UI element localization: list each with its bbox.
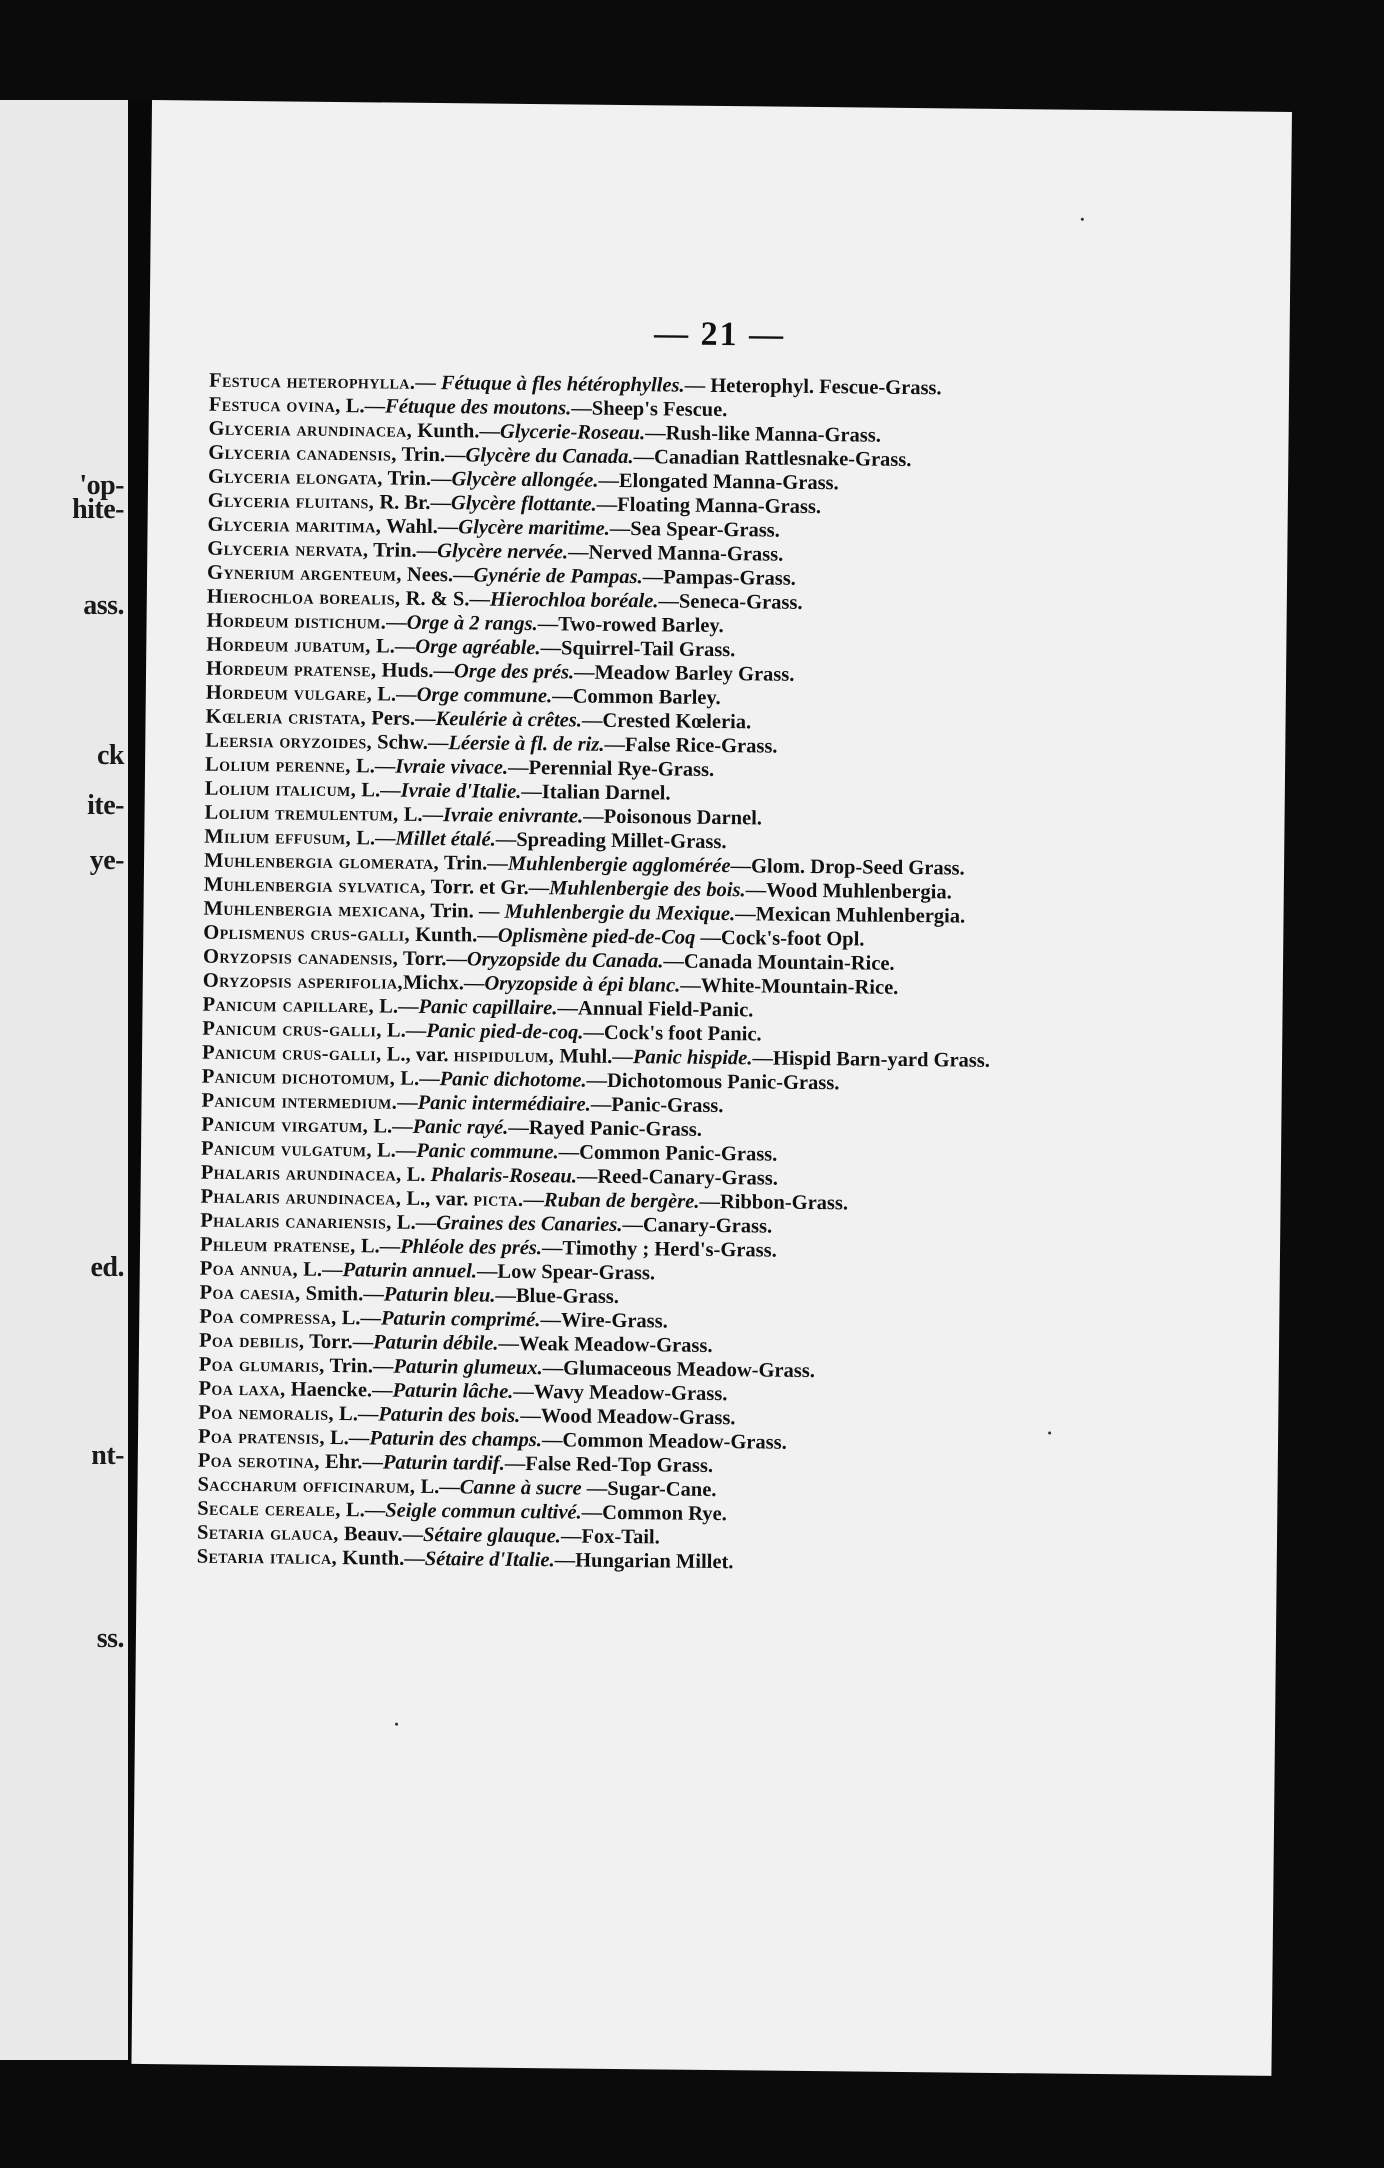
scientific-name: Poa pratensis, [197, 1425, 326, 1449]
english-name: —Canadian Rattlesnake-Grass. [633, 446, 912, 472]
scientific-name: Panicum crus-galli, [201, 1041, 382, 1066]
author-citation: Smith.— [300, 1282, 384, 1306]
scientific-name: Poa caesia, [199, 1281, 301, 1305]
author-citation: Beauv.— [338, 1523, 424, 1546]
french-name: Glycerie-Roseau. [499, 420, 646, 445]
scientific-name: Hordeum vulgare, [205, 681, 373, 706]
english-name: —Sugar-Cane. [581, 1477, 717, 1502]
scientific-name: Panicum crus-galli, [202, 1017, 382, 1042]
author-citation: Kunth.— [409, 923, 498, 947]
scientific-name: Muhlenbergia sylvatica, [203, 873, 427, 898]
french-name: Paturin des bois. [378, 1403, 521, 1427]
scientific-name: Panicum capillare, [202, 993, 375, 1018]
scientific-name: Festuca ovina, [208, 393, 341, 418]
english-name: —Wood Muhlenbergia. [745, 879, 952, 904]
english-name: —Seneca-Grass. [658, 590, 803, 614]
author-citation: — [397, 1091, 418, 1114]
author-citation: Torr.— [398, 947, 468, 971]
author-citation: Pers.— [366, 707, 436, 731]
english-name: —Common Rye. [581, 1501, 727, 1526]
author-citation: Kunth.— [337, 1547, 425, 1570]
french-name: Ruban de bergère. [543, 1189, 700, 1213]
scientific-name: Phleum pratense, [199, 1233, 356, 1258]
author-citation: L. [401, 1163, 431, 1187]
french-name: Phléole des prés. [400, 1235, 543, 1260]
french-name: Orge à 2 rangs. [406, 611, 538, 636]
french-name: Paturin tardif. [382, 1451, 505, 1475]
scientific-name: Leersia oryzoides, [205, 729, 373, 754]
scientific-name: Phalaris arundinacea, [200, 1161, 402, 1186]
english-name: —Low Spear-Grass. [476, 1260, 656, 1285]
french-name: Oryzopside à épi blanc. [484, 972, 681, 997]
variety-name: picta. [473, 1188, 524, 1211]
author-citation: L.— [372, 683, 417, 706]
english-name: —Canary-Grass. [622, 1214, 773, 1238]
author-citation: L., var. [381, 1043, 454, 1067]
english-name: —Squirrel-Tail Grass. [540, 637, 736, 662]
french-name: Panic hispide. [632, 1046, 753, 1070]
author-citation: Nees.— [401, 563, 474, 587]
english-name: —Sheep's Fescue. [571, 397, 728, 422]
english-name: —Glumaceous Meadow-Grass. [542, 1357, 816, 1383]
french-name: Hierochloa boréale. [489, 588, 659, 613]
author-citation: Haencke.— [285, 1378, 393, 1402]
scientific-name: Panicum dichotomum, [201, 1065, 396, 1090]
author-citation: Michx.— [402, 971, 485, 995]
author-citation: L.— [340, 395, 386, 418]
french-name: Graines des Canaries. [436, 1212, 623, 1237]
scientific-name: Oryzopsis canadensis, [202, 945, 399, 970]
ink-speck [395, 1723, 398, 1726]
english-name: —Spreading Millet-Grass. [495, 828, 727, 854]
english-name: —Meadow Barley Grass. [573, 661, 795, 686]
english-name: —Ribbon-Grass. [699, 1190, 849, 1215]
facing-page-fragment: ss. [96, 1623, 124, 1654]
scientific-name: Phalaris arundinacea, [200, 1185, 402, 1210]
facing-page-fragment: ck [97, 740, 124, 771]
author-citation: Schw.— [371, 731, 449, 755]
english-name: —False Rice-Grass. [604, 733, 778, 758]
scientific-name: Glyceria fluitans, [207, 489, 375, 514]
english-name: —Pampas-Grass. [642, 566, 796, 590]
french-name: Ivraie d'Italie. [400, 779, 522, 803]
author-citation: Torr. et Gr.— [425, 875, 550, 900]
french-name: Paturin bleu. [383, 1283, 496, 1307]
scientific-name: Oplismenus crus-galli, [203, 921, 411, 946]
french-name: Millet étalé. [395, 827, 496, 851]
french-name: Muhlenbergie agglomérée [507, 852, 731, 878]
scientific-name: Panicum virgatum, [201, 1113, 369, 1138]
author-citation: L.— [395, 1067, 440, 1091]
author-citation: Trin.— [324, 1354, 394, 1378]
french-name: Panic rayé. [412, 1115, 509, 1139]
author-citation: L.— [336, 1307, 382, 1330]
scientific-name: Muhlenbergia mexicana, [203, 897, 426, 922]
scientific-name: Poa glumaris, [198, 1353, 325, 1377]
french-name: Muhlenbergie du Mexique. [504, 900, 736, 926]
french-name: Paturin comprimé. [380, 1307, 541, 1332]
scientific-name: Poa compressa, [199, 1305, 337, 1330]
english-name: —Nerved Manna-Grass. [567, 541, 784, 566]
scientific-name: Milium effusum, [204, 825, 352, 850]
french-name: Canne à sucre [459, 1476, 582, 1500]
author-citation: R. Br.— [374, 491, 452, 515]
author-citation: Ehr.— [319, 1450, 384, 1474]
scientific-name: Hordeum distichum. [206, 609, 387, 634]
english-name: —Italian Darnel. [521, 780, 671, 805]
author-citation: Kunth.— [412, 419, 501, 443]
french-name: Glycère nervée. [437, 540, 569, 564]
scientific-name: Muhlenbergia glomerata, [203, 849, 440, 875]
scientific-name: Glyceria canadensis, [208, 441, 397, 466]
english-name: —Dichotomous Panic-Grass. [586, 1069, 840, 1095]
author-citation: L.— [356, 779, 401, 802]
english-name: —Canada Mountain-Rice. [663, 950, 895, 975]
facing-page-fragment: nt- [91, 1440, 124, 1471]
author-citation: L.— [373, 995, 419, 1018]
author-citation: L.— [340, 1499, 386, 1522]
page-number: — 21 — [653, 315, 786, 354]
scientific-name: Poa debilis, [198, 1329, 305, 1353]
english-name: —Panic-Grass. [590, 1093, 724, 1118]
scientific-name: Poa annua, [199, 1257, 299, 1281]
scientific-name: Setaria italica, [196, 1545, 338, 1570]
author-citation: L.— [324, 1426, 370, 1450]
scientific-name: Hierochloa borealis, [206, 585, 401, 610]
author-citation: L.— [350, 755, 396, 778]
french-name: Oryzopside du Canada. [466, 948, 664, 973]
english-name: —Rayed Panic-Grass. [508, 1116, 703, 1141]
english-name: —Hungarian Millet. [554, 1549, 734, 1574]
english-name: —Common Barley. [552, 685, 721, 710]
scientific-name: Phalaris canariensis, [200, 1209, 392, 1234]
variety-name: hispidulum, [453, 1044, 555, 1068]
french-name: Glycère flottante. [450, 492, 597, 516]
french-name: Orge des prés. [453, 660, 575, 684]
french-name: Panic commune. [416, 1139, 559, 1164]
french-name: Seigle commun cultivé. [385, 1499, 582, 1524]
scientific-name: Gynerium argenteum, [206, 561, 402, 586]
english-name: —Wire-Grass. [540, 1309, 668, 1333]
author-citation: L.— [391, 1211, 437, 1235]
french-name: Orge agréable. [415, 635, 541, 660]
english-name: —Cock's foot Panic. [583, 1021, 762, 1046]
grass-species-list [197, 369, 1090, 1578]
author-citation: R. & S.— [400, 587, 491, 611]
french-name: Ivraie vivace. [395, 755, 509, 779]
english-name: —Wood Meadow-Grass. [520, 1404, 736, 1430]
english-name: —Weak Meadow-Grass. [498, 1332, 713, 1357]
french-name: Léersie à fl. de riz. [448, 732, 605, 756]
author-citation: — [523, 1188, 545, 1212]
english-name: —Two-rowed Barley. [537, 613, 724, 638]
scientific-name: Oryzopsis asperifolia, [202, 969, 404, 994]
french-name: Muhlenbergie des bois. [549, 877, 746, 902]
author-citation: L.— [398, 803, 444, 827]
french-name: Glycère maritime. [458, 516, 610, 540]
french-name: Paturin débile. [373, 1331, 499, 1355]
french-name: Panic capillaire. [418, 995, 558, 1020]
english-name: —Reed-Canary-Grass. [576, 1165, 779, 1190]
scientific-name: Saccharum officinarum, [197, 1473, 416, 1498]
facing-page-fragment: ass. [83, 590, 124, 621]
author-citation: Trin.— [396, 443, 466, 467]
english-name: —Hispid Barn-yard Grass. [752, 1047, 991, 1072]
english-name: —Common Panic-Grass. [558, 1141, 778, 1166]
scientific-name: Setaria glauca, [196, 1521, 339, 1546]
author-citation: L.— [371, 1139, 417, 1162]
english-name: —Mexican Muhlenbergia. [735, 903, 966, 928]
french-name: Paturin glumeux. [393, 1355, 543, 1380]
english-name: —False Red-Top Grass. [504, 1452, 714, 1477]
facing-page-fragment: hite- [72, 494, 124, 525]
french-name: Keulérie à crêtes. [435, 708, 583, 732]
author-citation: L.— [381, 1019, 427, 1042]
scientific-name: Poa nemoralis, [198, 1401, 335, 1426]
scientific-name: Kœleria cristata, [205, 705, 367, 730]
scientific-name: Hordeum jubatum, [206, 633, 371, 658]
facing-page-fragment: ye- [89, 845, 124, 876]
scientific-name: Glyceria elongata, [207, 465, 383, 490]
author-citation: L.— [370, 635, 416, 658]
scientific-name: Lolium perenne, [204, 753, 352, 778]
french-name: Ivraie enivrante. [442, 804, 584, 828]
french-name: Phalaris-Roseau. [430, 1164, 578, 1188]
author-citation: Torr.— [304, 1330, 374, 1354]
english-name: —Poisonous Darnel. [583, 805, 763, 830]
author-citation: L.— [355, 1235, 401, 1258]
author-citation: L.— [368, 1115, 413, 1138]
english-name: —White-Mountain-Rice. [680, 974, 899, 999]
french-name: Gynérie de Pampas. [473, 564, 643, 589]
author-citation: L.— [333, 1403, 379, 1426]
english-name: —Fox-Tail. [560, 1525, 660, 1549]
scientific-name: Glyceria nervata, [207, 537, 369, 562]
english-name: —Floating Manna-Grass. [596, 493, 822, 519]
english-name: —Rush-like Manna-Grass. [645, 422, 882, 447]
facing-page-fragment: ed. [90, 1252, 124, 1283]
english-name: —Crested Kœleria. [581, 709, 752, 734]
scientific-name: Glyceria arundinacea, [208, 417, 413, 442]
scientific-name: Hordeum pratense, [205, 657, 377, 682]
author-citation: L.— [415, 1475, 460, 1499]
scientific-name: Panicum vulgatum, [200, 1137, 373, 1162]
french-name: Panic pied-de-coq. [426, 1019, 584, 1044]
author-citation: — [415, 371, 442, 395]
ink-speck [1081, 218, 1084, 221]
english-name: —Annual Field-Panic. [557, 997, 754, 1022]
author-citation: Trin.— [439, 852, 508, 875]
scientific-name: Poa serotina, [197, 1449, 321, 1473]
french-name: Paturin des champs. [369, 1427, 543, 1452]
scientific-name: Lolium tremulentum, [204, 801, 399, 826]
english-name: —Perennial Rye-Grass. [507, 756, 715, 781]
english-name: — Heterophyl. Fescue-Grass. [684, 374, 942, 400]
english-name: —Common Meadow-Grass. [541, 1429, 787, 1454]
scientific-name: Panicum intermedium. [201, 1089, 398, 1114]
french-name: Paturin lâche. [392, 1379, 514, 1403]
french-name: Panic intermédiaire. [417, 1091, 591, 1116]
facing-page-edge [0, 100, 128, 2060]
english-name: —Timothy ; Herd's-Grass. [541, 1237, 777, 1262]
author-citation: L.— [298, 1258, 343, 1282]
author-citation: Wahl.— [381, 515, 459, 539]
author-citation: Trin.— [368, 539, 438, 563]
english-name: —Glom. Drop-Seed Grass. [730, 855, 965, 880]
author-citation: Huds.— [376, 659, 455, 683]
scientific-name: Glyceria maritima, [207, 513, 382, 538]
author-citation: L., var. [401, 1187, 474, 1211]
facing-page-fragment: 'op- [79, 470, 124, 501]
english-name: —Wavy Meadow-Grass. [513, 1380, 728, 1406]
english-name: —Elongated Manna-Grass. [598, 469, 839, 495]
french-name: Sétaire glauque. [422, 1523, 562, 1548]
scientific-name: Festuca heterophylla. [208, 369, 416, 394]
author-citation: L.— [351, 827, 396, 850]
author-citation: — [386, 611, 407, 634]
ink-speck [1048, 1431, 1051, 1434]
french-name: Fétuque des moutons. [385, 395, 572, 420]
english-name: —Blue-Grass. [495, 1284, 620, 1308]
author-citation: Trin.— [382, 467, 452, 491]
french-name: Sétaire d'Italie. [424, 1547, 555, 1572]
english-name: —Cock's-foot Opl. [695, 926, 865, 951]
author-citation: Trin. — [425, 899, 505, 923]
scientific-name: Poa laxa, [198, 1377, 286, 1401]
french-name: Panic dichotome. [439, 1068, 587, 1092]
french-name: Paturin annuel. [342, 1259, 478, 1283]
author-citation: Muhl.— [554, 1045, 633, 1069]
french-name: Oplismène pied-de-Coq [497, 924, 696, 949]
scientific-name: Lolium italicum, [204, 777, 357, 802]
facing-page-fragment: ite- [87, 790, 124, 821]
french-name: Fétuque à fles hétérophylles. [440, 372, 685, 397]
english-name: —Sea Spear-Grass. [609, 517, 780, 542]
scientific-name: Secale cereale, [197, 1497, 341, 1522]
french-name: Glycère du Canada. [465, 444, 634, 469]
french-name: Orge commune. [416, 683, 553, 708]
book-page [131, 100, 1292, 2076]
french-name: Glycère allongée. [451, 468, 599, 492]
